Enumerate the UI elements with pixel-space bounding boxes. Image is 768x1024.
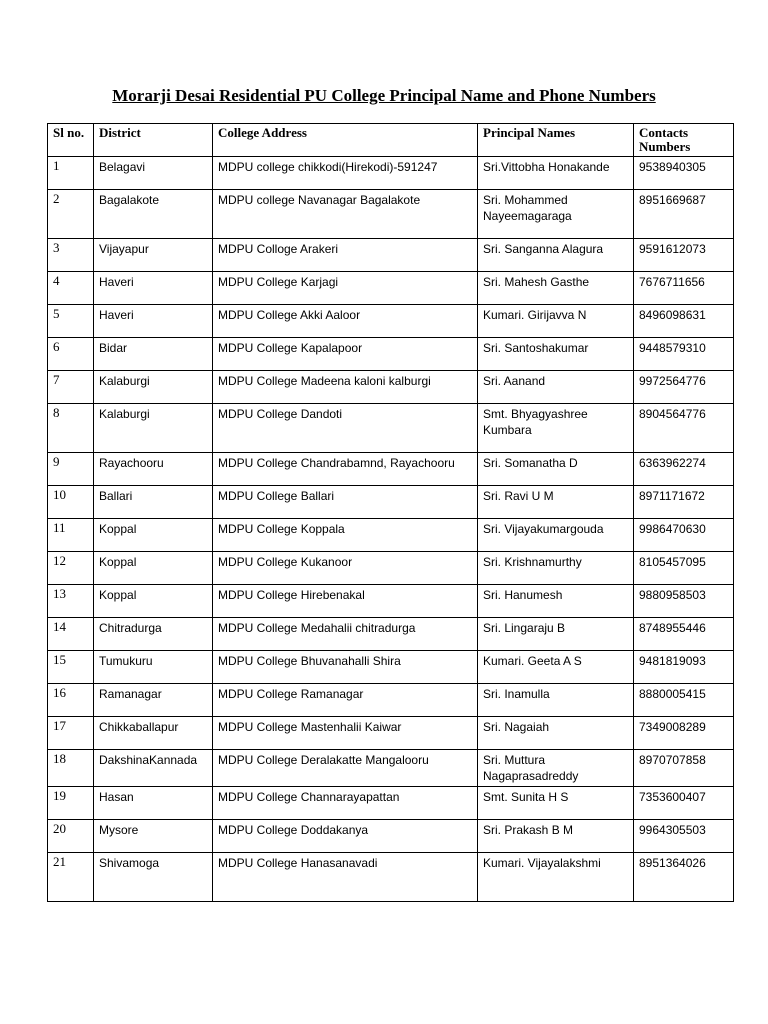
- cell-contact-number: 9591612073: [634, 239, 734, 272]
- cell-sl-no: 5: [48, 305, 94, 338]
- cell-college-address: MDPU College Hirebenakal: [213, 585, 478, 618]
- table-row: [48, 787, 734, 820]
- cell-college-address: MDPU College Koppala: [213, 519, 478, 552]
- table-row: [48, 750, 734, 787]
- principals-table: [47, 123, 734, 902]
- cell-principal-name: Smt. Bhyagyashree Kumbara: [478, 404, 634, 453]
- table-row: [48, 239, 734, 272]
- cell-contact-number: 8951669687: [634, 190, 734, 239]
- cell-contact-number: 9481819093: [634, 651, 734, 684]
- table-row: [48, 190, 734, 239]
- cell-sl-no: 14: [48, 618, 94, 651]
- cell-district: Hasan: [94, 787, 213, 820]
- table-header-row: [48, 124, 734, 157]
- cell-principal-name: Sri. Krishnamurthy: [478, 552, 634, 585]
- table-row: [48, 157, 734, 190]
- cell-district: Chikkaballapur: [94, 717, 213, 750]
- cell-district: Bagalakote: [94, 190, 213, 239]
- cell-contact-number: 8105457095: [634, 552, 734, 585]
- cell-sl-no: 11: [48, 519, 94, 552]
- cell-sl-no: 18: [48, 750, 94, 787]
- cell-sl-no: 21: [48, 853, 94, 902]
- table-row: [48, 338, 734, 371]
- cell-district: Koppal: [94, 519, 213, 552]
- header-contacts-numbers: Contacts Numbers: [634, 124, 734, 157]
- cell-district: Haveri: [94, 305, 213, 338]
- cell-contact-number: 9880958503: [634, 585, 734, 618]
- cell-college-address: MDPU College Bhuvanahalli Shira: [213, 651, 478, 684]
- cell-college-address: MDPU College Ramanagar: [213, 684, 478, 717]
- cell-college-address: MDPU College Channarayapattan: [213, 787, 478, 820]
- cell-sl-no: 3: [48, 239, 94, 272]
- cell-principal-name: Kumari. Girijavva N: [478, 305, 634, 338]
- header-sl-no: Sl no.: [48, 124, 94, 157]
- cell-contact-number: 7349008289: [634, 717, 734, 750]
- cell-sl-no: 16: [48, 684, 94, 717]
- cell-college-address: MDPU College Ballari: [213, 486, 478, 519]
- cell-principal-name: Sri. Prakash B M: [478, 820, 634, 853]
- cell-principal-name: Sri. Lingaraju B: [478, 618, 634, 651]
- cell-contact-number: 8748955446: [634, 618, 734, 651]
- cell-contact-number: 7353600407: [634, 787, 734, 820]
- cell-district: Ballari: [94, 486, 213, 519]
- cell-contact-number: 9986470630: [634, 519, 734, 552]
- cell-district: DakshinaKannada: [94, 750, 213, 787]
- cell-district: Kalaburgi: [94, 371, 213, 404]
- cell-district: Rayachooru: [94, 453, 213, 486]
- cell-college-address: MDPU College Deralakatte Mangalooru: [213, 750, 478, 787]
- cell-district: Haveri: [94, 272, 213, 305]
- cell-district: Shivamoga: [94, 853, 213, 902]
- cell-sl-no: 4: [48, 272, 94, 305]
- table-row: [48, 853, 734, 902]
- table-row: [48, 585, 734, 618]
- cell-contact-number: 9972564776: [634, 371, 734, 404]
- document-title: Morarji Desai Residential PU College Principal Name and Phone Numbers: [112, 86, 656, 105]
- cell-district: Koppal: [94, 552, 213, 585]
- table-row: [48, 618, 734, 651]
- table-row: [48, 519, 734, 552]
- cell-principal-name: Sri. Santoshakumar: [478, 338, 634, 371]
- cell-contact-number: 8951364026: [634, 853, 734, 902]
- header-college-address: College Address: [213, 124, 478, 157]
- cell-sl-no: 15: [48, 651, 94, 684]
- table-row: [48, 272, 734, 305]
- cell-contact-number: 8880005415: [634, 684, 734, 717]
- cell-district: Tumukuru: [94, 651, 213, 684]
- cell-college-address: MDPU College Chandrabamnd, Rayachooru: [213, 453, 478, 486]
- cell-sl-no: 6: [48, 338, 94, 371]
- cell-college-address: MDPU College Madeena kaloni kalburgi: [213, 371, 478, 404]
- cell-sl-no: 12: [48, 552, 94, 585]
- cell-principal-name: Kumari. Vijayalakshmi: [478, 853, 634, 902]
- cell-sl-no: 20: [48, 820, 94, 853]
- cell-principal-name: Kumari. Geeta A S: [478, 651, 634, 684]
- cell-principal-name: Sri. Mohammed Nayeemagaraga: [478, 190, 634, 239]
- cell-sl-no: 10: [48, 486, 94, 519]
- cell-principal-name: Sri.Vittobha Honakande: [478, 157, 634, 190]
- cell-contact-number: 9448579310: [634, 338, 734, 371]
- cell-college-address: MDPU College Dandoti: [213, 404, 478, 453]
- cell-principal-name: Sri. Ravi U M: [478, 486, 634, 519]
- cell-sl-no: 9: [48, 453, 94, 486]
- table-body: [48, 157, 734, 902]
- header-principal-names: Principal Names: [478, 124, 634, 157]
- cell-contact-number: 7676711656: [634, 272, 734, 305]
- cell-district: Koppal: [94, 585, 213, 618]
- cell-principal-name: Sri. Nagaiah: [478, 717, 634, 750]
- header-district: District: [94, 124, 213, 157]
- cell-college-address: MDPU College Doddakanya: [213, 820, 478, 853]
- cell-principal-name: Sri. Vijayakumargouda: [478, 519, 634, 552]
- table-row: [48, 404, 734, 453]
- cell-college-address: MDPU college chikkodi(Hirekodi)-591247: [213, 157, 478, 190]
- cell-sl-no: 2: [48, 190, 94, 239]
- cell-contact-number: 8970707858: [634, 750, 734, 787]
- cell-contact-number: 8496098631: [634, 305, 734, 338]
- table-row: [48, 486, 734, 519]
- table-row: [48, 453, 734, 486]
- cell-contact-number: 6363962274: [634, 453, 734, 486]
- cell-principal-name: Sri. Somanatha D: [478, 453, 634, 486]
- cell-college-address: MDPU College Akki Aaloor: [213, 305, 478, 338]
- cell-principal-name: Sri. Aanand: [478, 371, 634, 404]
- cell-principal-name: Smt. Sunita H S: [478, 787, 634, 820]
- cell-principal-name: Sri. Muttura Nagaprasadreddy: [478, 750, 634, 787]
- cell-principal-name: Sri. Sanganna Alagura: [478, 239, 634, 272]
- cell-college-address: MDPU College Hanasanavadi: [213, 853, 478, 902]
- table-row: [48, 651, 734, 684]
- cell-college-address: MDPU college Navanagar Bagalakote: [213, 190, 478, 239]
- cell-district: Ramanagar: [94, 684, 213, 717]
- cell-sl-no: 19: [48, 787, 94, 820]
- cell-college-address: MDPU College Kapalapoor: [213, 338, 478, 371]
- cell-college-address: MDPU College Mastenhalii Kaiwar: [213, 717, 478, 750]
- table-row: [48, 371, 734, 404]
- cell-sl-no: 7: [48, 371, 94, 404]
- cell-sl-no: 17: [48, 717, 94, 750]
- cell-contact-number: 8971171672: [634, 486, 734, 519]
- cell-contact-number: 8904564776: [634, 404, 734, 453]
- cell-college-address: MDPU College Kukanoor: [213, 552, 478, 585]
- cell-sl-no: 8: [48, 404, 94, 453]
- table-row: [48, 552, 734, 585]
- cell-contact-number: 9964305503: [634, 820, 734, 853]
- cell-district: Kalaburgi: [94, 404, 213, 453]
- table-row: [48, 684, 734, 717]
- cell-principal-name: Sri. Mahesh Gasthe: [478, 272, 634, 305]
- cell-district: Bidar: [94, 338, 213, 371]
- table-row: [48, 717, 734, 750]
- cell-college-address: MDPU College Medahalii chitradurga: [213, 618, 478, 651]
- table-row: [48, 820, 734, 853]
- cell-college-address: MDPU College Karjagi: [213, 272, 478, 305]
- cell-district: Chitradurga: [94, 618, 213, 651]
- table-row: [48, 305, 734, 338]
- cell-principal-name: Sri. Hanumesh: [478, 585, 634, 618]
- cell-contact-number: 9538940305: [634, 157, 734, 190]
- cell-district: Mysore: [94, 820, 213, 853]
- cell-district: Vijayapur: [94, 239, 213, 272]
- cell-sl-no: 1: [48, 157, 94, 190]
- cell-sl-no: 13: [48, 585, 94, 618]
- cell-college-address: MDPU Colloge Arakeri: [213, 239, 478, 272]
- cell-district: Belagavi: [94, 157, 213, 190]
- cell-principal-name: Sri. Inamulla: [478, 684, 634, 717]
